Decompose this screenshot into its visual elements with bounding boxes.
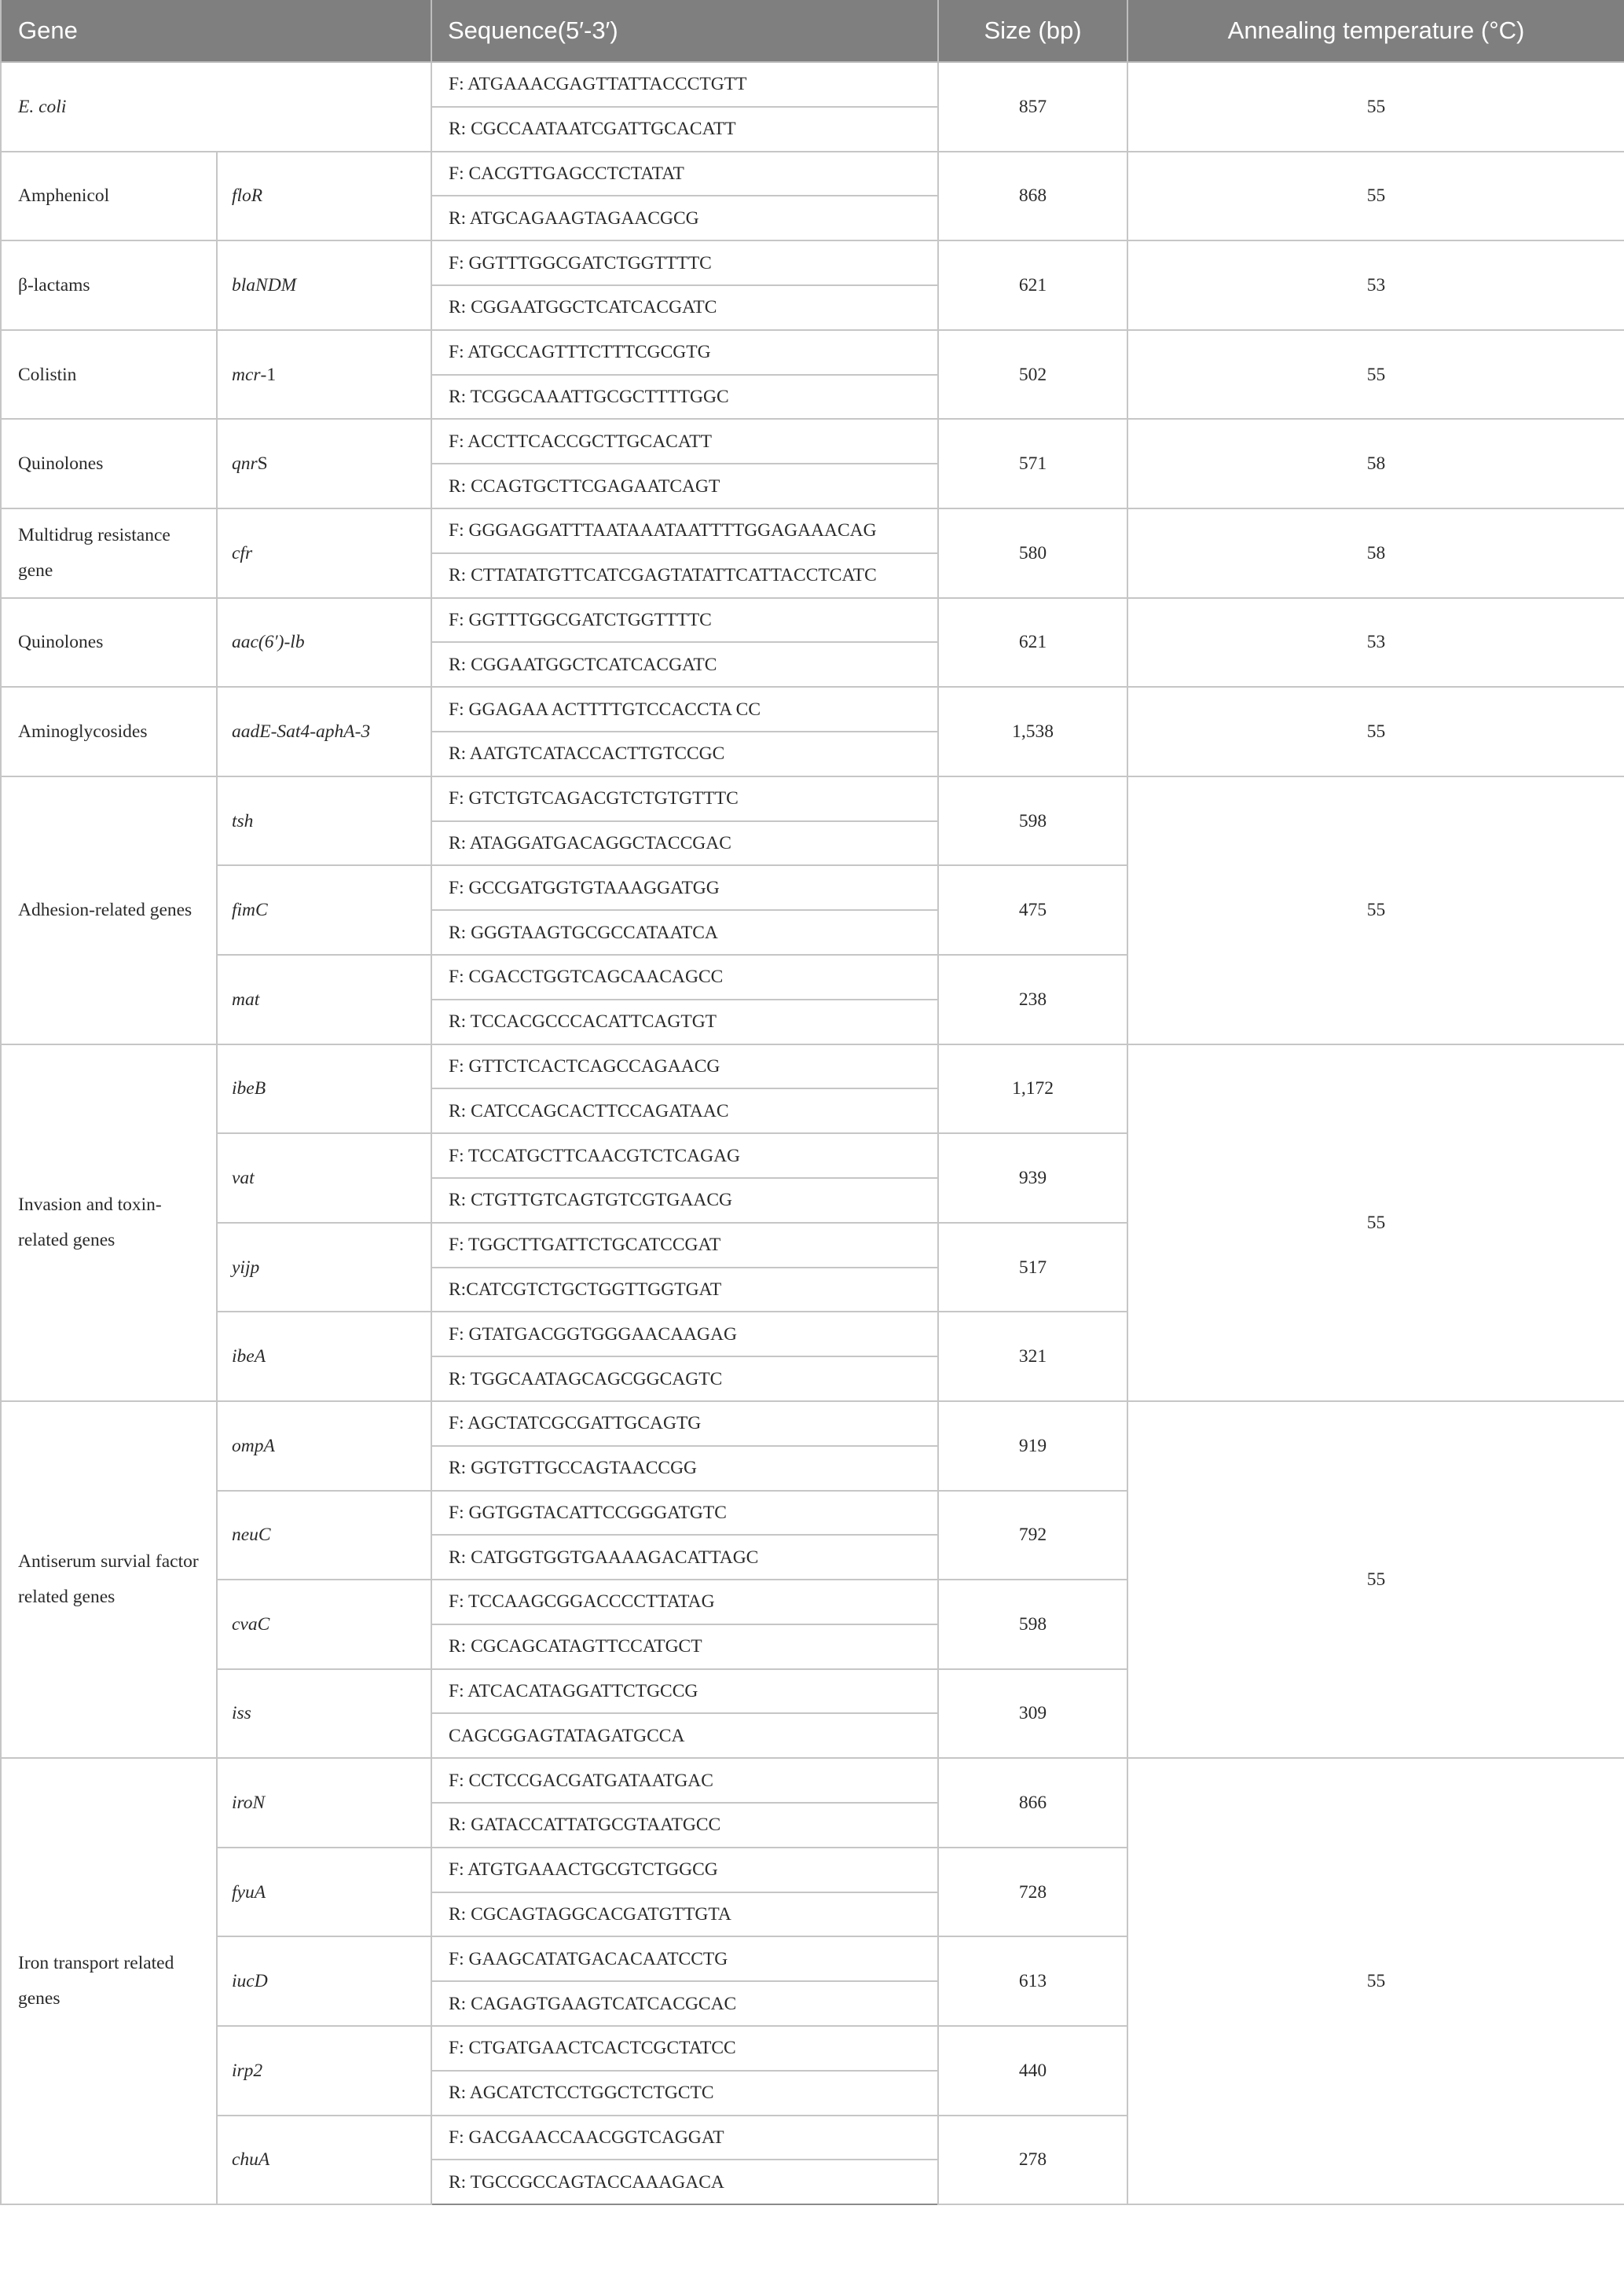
reverse-primer: R: CGGAATGGCTCATCACGATC bbox=[431, 642, 938, 687]
forward-primer: F: GGTTTGGCGATCTGGTTTTC bbox=[431, 240, 938, 285]
size-cell: 309 bbox=[938, 1669, 1127, 1759]
table-row bbox=[1, 508, 1624, 553]
reverse-primer: CAGCGGAGTATAGATGCCA bbox=[431, 1713, 938, 1758]
reverse-primer: R: CGCCAATAATCGATTGCACATT bbox=[431, 107, 938, 152]
gene-cell: ibeB bbox=[217, 1044, 431, 1134]
gene-cell: irp2 bbox=[217, 2026, 431, 2116]
reverse-primer: R: CCAGTGCTTCGAGAATCAGT bbox=[431, 464, 938, 508]
table-row bbox=[1, 62, 1624, 107]
table-row bbox=[1, 240, 1624, 285]
reverse-primer: R: GATACCATTATGCGTAATGCC bbox=[431, 1803, 938, 1848]
table-row bbox=[1, 330, 1624, 375]
gene-cell: fyuA bbox=[217, 1848, 431, 1937]
forward-primer: F: GTCTGTCAGACGTCTGTGTTTC bbox=[431, 776, 938, 821]
reverse-primer: R: ATAGGATGACAGGCTACCGAC bbox=[431, 821, 938, 866]
gene-cell: fimC bbox=[217, 865, 431, 955]
temperature-cell: 53 bbox=[1127, 240, 1624, 330]
gene-cell: cvaC bbox=[217, 1580, 431, 1669]
reverse-primer: R: CATGGTGGTGAAAAGACATTAGC bbox=[431, 1535, 938, 1580]
gene-cell: yijp bbox=[217, 1223, 431, 1312]
forward-primer: F: CTGATGAACTCACTCGCTATCC bbox=[431, 2026, 938, 2071]
forward-primer: F: GGTGGTACATTCCGGGATGTC bbox=[431, 1491, 938, 1536]
size-cell: 613 bbox=[938, 1936, 1127, 2026]
forward-primer: F: TCCATGCTTCAACGTCTCAGAG bbox=[431, 1133, 938, 1178]
table-row bbox=[1, 1758, 1624, 1803]
gene-cell: neuC bbox=[217, 1491, 431, 1580]
temperature-cell: 55 bbox=[1127, 152, 1624, 241]
category-cell: Multidrug resistance gene bbox=[1, 508, 217, 598]
temperature-cell: 55 bbox=[1127, 1401, 1624, 1758]
size-cell: 1,172 bbox=[938, 1044, 1127, 1134]
forward-primer: F: ATCACATAGGATTCTGCCG bbox=[431, 1669, 938, 1714]
category-cell: Aminoglycosides bbox=[1, 687, 217, 776]
size-cell: 598 bbox=[938, 1580, 1127, 1669]
size-cell: 502 bbox=[938, 330, 1127, 420]
gene-cell: ibeA bbox=[217, 1312, 431, 1401]
temperature-cell: 55 bbox=[1127, 330, 1624, 420]
size-cell: 238 bbox=[938, 955, 1127, 1044]
category-cell: Colistin bbox=[1, 330, 217, 420]
forward-primer: F: CCTCCGACGATGATAATGAC bbox=[431, 1758, 938, 1803]
reverse-primer: R: GGTGTTGCCAGTAACCGG bbox=[431, 1446, 938, 1491]
size-cell: 857 bbox=[938, 62, 1127, 152]
gene-cell: cfr bbox=[217, 508, 431, 598]
header-temperature: Annealing temperature (°C) bbox=[1127, 0, 1624, 62]
forward-primer: F: GTATGACGGTGGGAACAAGAG bbox=[431, 1312, 938, 1356]
reverse-primer: R: TGGCAATAGCAGCGGCAGTC bbox=[431, 1356, 938, 1401]
size-cell: 321 bbox=[938, 1312, 1127, 1401]
header-size: Size (bp) bbox=[938, 0, 1127, 62]
category-cell: Invasion and toxin-related genes bbox=[1, 1044, 217, 1401]
size-cell: 728 bbox=[938, 1848, 1127, 1937]
temperature-cell: 55 bbox=[1127, 776, 1624, 1044]
gene-name: qnr bbox=[232, 453, 258, 475]
reverse-primer: R: CAGAGTGAAGTCATCACGCAC bbox=[431, 1981, 938, 2026]
forward-primer: F: GCCGATGGTGTAAAGGATGG bbox=[431, 865, 938, 910]
table-row bbox=[1, 598, 1624, 643]
size-cell: 621 bbox=[938, 240, 1127, 330]
gene-cell: iroN bbox=[217, 1758, 431, 1848]
gene-cell: iss bbox=[217, 1669, 431, 1759]
header-row bbox=[1, 0, 1624, 62]
forward-primer: F: TCCAAGCGGACCCCTTATAG bbox=[431, 1580, 938, 1624]
reverse-primer: R: AATGTCATACCACTTGTCCGC bbox=[431, 732, 938, 776]
size-cell: 919 bbox=[938, 1401, 1127, 1491]
reverse-primer: R: CGGAATGGCTCATCACGATC bbox=[431, 285, 938, 330]
size-cell: 1,538 bbox=[938, 687, 1127, 776]
size-cell: 580 bbox=[938, 508, 1127, 598]
gene-cell: floR bbox=[217, 152, 431, 241]
size-cell: 868 bbox=[938, 152, 1127, 241]
size-cell: 571 bbox=[938, 419, 1127, 508]
reverse-primer: R:CATCGTCTGCTGGTTGGTGAT bbox=[431, 1268, 938, 1312]
gene-cell: blaNDM bbox=[217, 240, 431, 330]
forward-primer: F: GGGAGGATTTAATAAATAATTTTGGAGAAACAG bbox=[431, 508, 938, 553]
gene-suffix: S bbox=[257, 453, 268, 475]
gene-cell: iucD bbox=[217, 1936, 431, 2026]
table-row bbox=[1, 152, 1624, 196]
size-cell: 517 bbox=[938, 1223, 1127, 1312]
forward-primer: F: ACCTTCACCGCTTGCACATT bbox=[431, 419, 938, 464]
gene-cell: aac(6′)-lb bbox=[217, 598, 431, 688]
table-row bbox=[1, 1401, 1624, 1446]
gene-cell: vat bbox=[217, 1133, 431, 1223]
gene-cell: tsh bbox=[217, 776, 431, 866]
gene-cell: aadE-Sat4-aphA-3 bbox=[217, 687, 431, 776]
reverse-primer: R: CTGTTGTCAGTGTCGTGAACG bbox=[431, 1178, 938, 1223]
reverse-primer: R: TGCCGCCAGTACCAAAGACA bbox=[431, 2160, 938, 2204]
forward-primer: F: GACGAACCAACGGTCAGGAT bbox=[431, 2116, 938, 2160]
reverse-primer: R: CGCAGCATAGTTCCATGCT bbox=[431, 1624, 938, 1669]
table-row bbox=[1, 1044, 1624, 1089]
gene-cell bbox=[217, 419, 431, 508]
forward-primer: F: AGCTATCGCGATTGCAGTG bbox=[431, 1401, 938, 1446]
category-cell: Amphenicol bbox=[1, 152, 217, 241]
category-cell: E. coli bbox=[1, 62, 431, 152]
table-row bbox=[1, 687, 1624, 732]
temperature-cell: 55 bbox=[1127, 687, 1624, 776]
gene-cell: mat bbox=[217, 955, 431, 1044]
size-cell: 475 bbox=[938, 865, 1127, 955]
forward-primer: F: TGGCTTGATTCTGCATCCGAT bbox=[431, 1223, 938, 1268]
reverse-primer: R: AGCATCTCCTGGCTCTGCTC bbox=[431, 2071, 938, 2116]
forward-primer: F: ATGCCAGTTTCTTTCGCGTG bbox=[431, 330, 938, 375]
forward-primer: F: GTTCTCACTCAGCCAGAACG bbox=[431, 1044, 938, 1089]
category-cell: Quinolones bbox=[1, 598, 217, 688]
gene-cell bbox=[217, 330, 431, 420]
header-gene: Gene bbox=[1, 0, 431, 62]
forward-primer: F: GGTTTGGCGATCTGGTTTTC bbox=[431, 598, 938, 643]
temperature-cell: 53 bbox=[1127, 598, 1624, 688]
size-cell: 866 bbox=[938, 1758, 1127, 1848]
table-row bbox=[1, 776, 1624, 821]
forward-primer: F: GAAGCATATGACACAATCCTG bbox=[431, 1936, 938, 1981]
category-cell: β-lactams bbox=[1, 240, 217, 330]
reverse-primer: R: TCCACGCCCACATTCAGTGT bbox=[431, 1000, 938, 1044]
reverse-primer: R: CTTATATGTTCATCGAGTATATTCATTACCTCATC bbox=[431, 553, 938, 598]
temperature-cell: 58 bbox=[1127, 419, 1624, 508]
size-cell: 792 bbox=[938, 1491, 1127, 1580]
temperature-cell: 55 bbox=[1127, 1758, 1624, 2204]
category-cell: Iron transport related genes bbox=[1, 1758, 217, 2204]
category-cell: Adhesion-related genes bbox=[1, 776, 217, 1044]
size-cell: 598 bbox=[938, 776, 1127, 866]
forward-primer: F: ATGAAACGAGTTATTACCCTGTT bbox=[431, 62, 938, 107]
table-row bbox=[1, 419, 1624, 464]
reverse-primer: R: CGCAGTAGGCACGATGTTGTA bbox=[431, 1892, 938, 1937]
gene-name: mcr bbox=[232, 364, 261, 385]
category-cell: Quinolones bbox=[1, 419, 217, 508]
size-cell: 939 bbox=[938, 1133, 1127, 1223]
gene-cell: ompA bbox=[217, 1401, 431, 1491]
gene-cell: chuA bbox=[217, 2116, 431, 2205]
size-cell: 440 bbox=[938, 2026, 1127, 2116]
reverse-primer: R: TCGGCAAATTGCGCTTTTGGC bbox=[431, 375, 938, 420]
reverse-primer: R: CATCCAGCACTTCCAGATAAC bbox=[431, 1088, 938, 1133]
temperature-cell: 58 bbox=[1127, 508, 1624, 598]
forward-primer: F: GGAGAA ACTTTTGTCCACCTA CC bbox=[431, 687, 938, 732]
reverse-primer: R: GGGTAAGTGCGCCATAATCA bbox=[431, 910, 938, 955]
forward-primer: F: CACGTTGAGCCTCTATAT bbox=[431, 152, 938, 196]
header-sequence: Sequence(5′-3′) bbox=[431, 0, 938, 62]
temperature-cell: 55 bbox=[1127, 1044, 1624, 1401]
forward-primer: F: ATGTGAAACTGCGTCTGGCG bbox=[431, 1848, 938, 1892]
gene-suffix: -1 bbox=[260, 364, 277, 385]
reverse-primer: R: ATGCAGAAGTAGAACGCG bbox=[431, 196, 938, 240]
forward-primer: F: CGACCTGGTCAGCAACAGCC bbox=[431, 955, 938, 1000]
size-cell: 278 bbox=[938, 2116, 1127, 2205]
size-cell: 621 bbox=[938, 598, 1127, 688]
temperature-cell: 55 bbox=[1127, 62, 1624, 152]
category-cell: Antiserum survial factor related genes bbox=[1, 1401, 217, 1758]
